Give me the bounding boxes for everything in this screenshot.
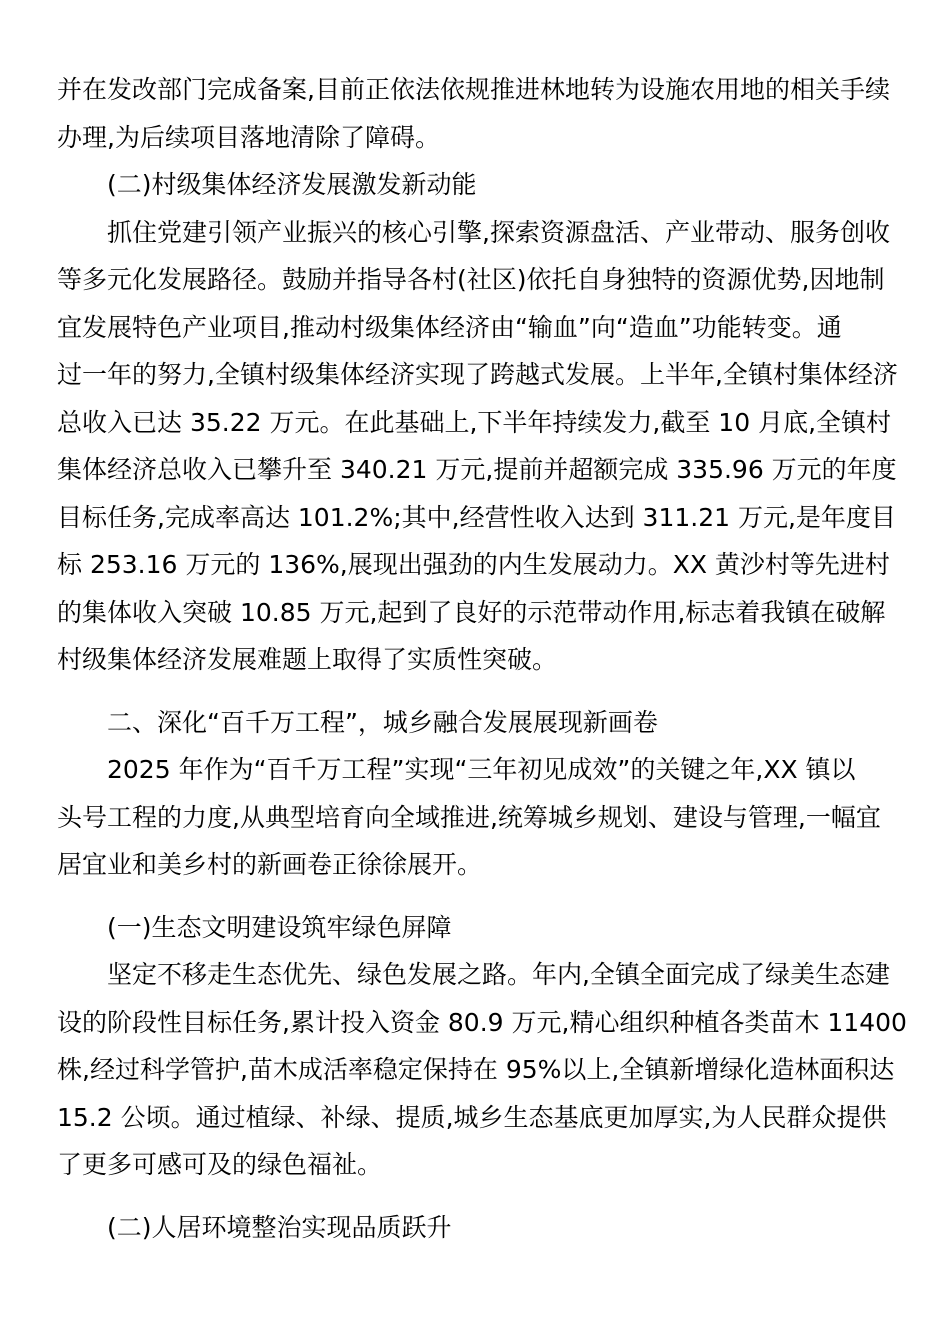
text-line: 标 253.16 万元的 136%,展现出强劲的内生发展动力。XX 黄沙村等先进村 (57, 550, 890, 579)
text-line: 2025 年作为“百千万工程”实现“三年初见成效”的关键之年,XX 镇以 (107, 755, 856, 784)
text-line: 并在发改部门完成备案,目前正依法依规推进林地转为设施农用地的相关手续 (57, 75, 890, 104)
text-line: 的集体收入突破 10.85 万元,起到了良好的示范带动作用,标志着我镇在破解 (57, 597, 886, 627)
subsection-heading: (一)生态文明建设筑牢绿色屏障 (107, 912, 452, 942)
text-line: 宜发展特色产业项目,推动村级集体经济由“输血”向“造血”功能转变。通 (57, 312, 842, 342)
document-text-area (57, 66, 907, 1251)
text-line: 15.2 公顷。通过植绿、补绿、提质,城乡生态基底更加厚实,为人民群众提供 (57, 1102, 887, 1132)
text-line: 株,经过科学管护,苗木成活率稳定保持在 95%以上,全镇新增绿化造林面积达 (57, 1055, 895, 1084)
text-line: 抓住党建引领产业振兴的核心引擎,探索资源盘活、产业带动、服务创收 (107, 217, 890, 247)
text-line: 村级集体经济发展难题上取得了实质性突破。 (57, 645, 558, 674)
section-heading: 二、深化“百千万工程”，城乡融合发展展现新画卷 (107, 707, 658, 737)
text-line: 了更多可感可及的绿色福祉。 (57, 1150, 383, 1179)
text-line: 居宜业和美乡村的新画卷正徐徐展开。 (57, 850, 483, 879)
text-line: 过一年的努力,全镇村级集体经济实现了跨越式发展。上半年,全镇村集体经济 (57, 360, 898, 389)
subsection-heading: (二)村级集体经济发展激发新动能 (107, 170, 477, 199)
text-line: 等多元化发展路径。鼓励并指导各村(社区)依托自身独特的资源优势,因地制 (57, 265, 885, 294)
text-line: 办理,为后续项目落地清除了障碍。 (57, 122, 440, 152)
text-line: 坚定不移走生态优先、绿色发展之路。年内,全镇全面完成了绿美生态建 (107, 960, 890, 989)
text-line: 集体经济总收入已攀升至 340.21 万元,提前并超额完成 335.96 万元的年度 (57, 455, 897, 484)
text-line: 总收入已达 35.22 万元。在此基础上,下半年持续发力,截至 10 月底,全镇村 (57, 407, 892, 437)
text-line: 设的阶段性目标任务,累计投入资金 80.9 万元,精心组织种植各类苗木 11400 (57, 1007, 907, 1037)
text-line: 目标任务,完成率高达 101.2%;其中,经营性收入达到 311.21 万元,是年度目 (57, 502, 896, 532)
text-line: 头号工程的力度,从典型培育向全域推进,统筹城乡规划、建设与管理,一幅宜 (57, 802, 881, 832)
subsection-heading: (二)人居环境整治实现品质跃升 (107, 1212, 452, 1242)
